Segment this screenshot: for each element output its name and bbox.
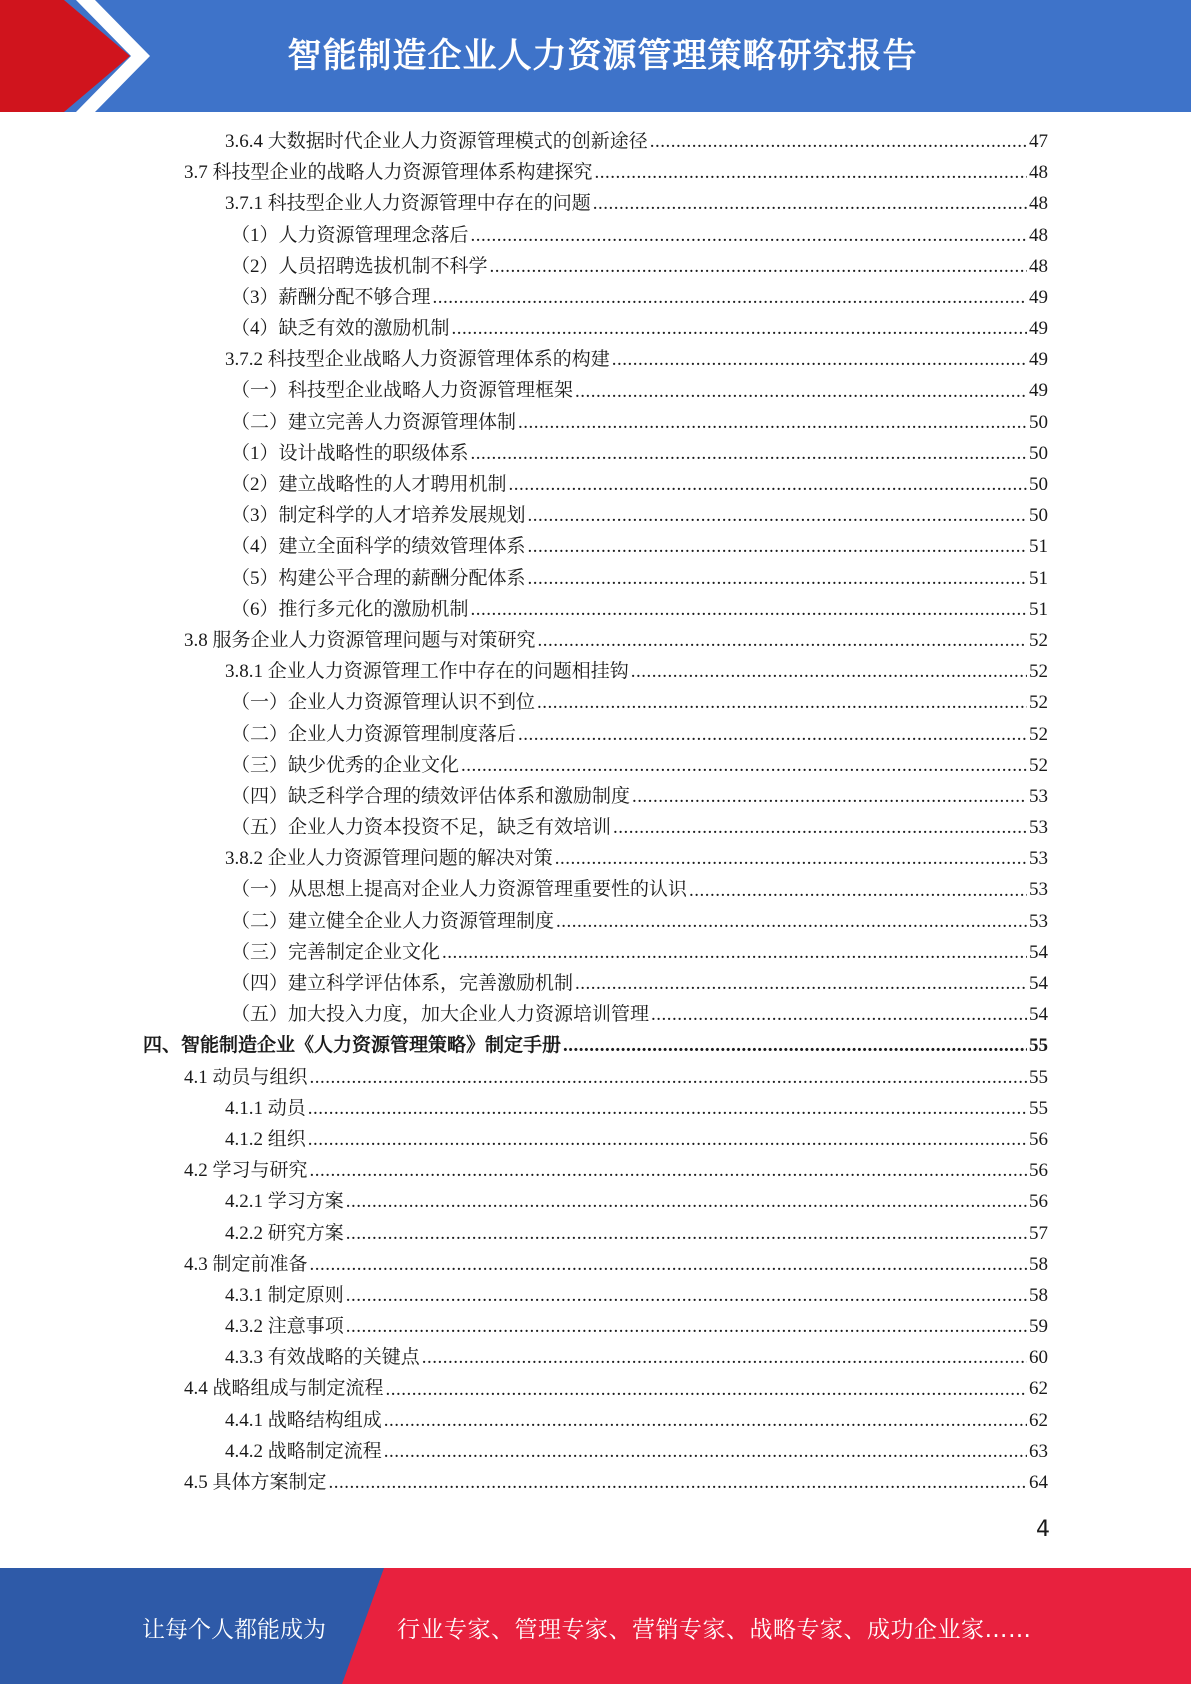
toc-leader-dots [528,500,1027,531]
toc-entry-label: （三）缺少优秀的企业文化 [231,754,460,776]
toc-leader-dots [310,1155,1027,1186]
toc-entry-label: （2）建立战略性的人才聘用机制 [231,474,507,496]
toc-entry-label: （1）人力资源管理理念落后 [231,224,469,246]
toc-entry[interactable] [143,1062,1048,1093]
toc-entry-page: 55 [1029,1097,1048,1119]
toc-entry-label: （二）建立完善人力资源管理体制 [231,411,517,433]
toc-leader-dots [452,313,1027,344]
toc-entry[interactable] [143,875,1048,906]
toc-leader-dots [384,1436,1027,1467]
toc-leader-dots [650,126,1027,157]
toc-leader-dots [346,1186,1027,1217]
toc-entry-label: （1）设计战略性的职级体系 [231,442,469,464]
toc-leader-dots [575,376,1027,407]
toc-entry-page: 62 [1029,1378,1048,1400]
footer-slogan-left: 让每个人都能成为 [142,1617,326,1643]
toc-leader-dots [310,1249,1027,1280]
toc-leader-dots [346,1218,1027,1249]
toc-entry-page: 52 [1029,723,1048,745]
toc-entry[interactable] [143,906,1048,937]
toc-leader-dots [612,344,1027,375]
toc-entry[interactable] [143,968,1048,999]
toc-entry[interactable] [143,188,1048,219]
toc-entry-label: 4.4.2 战略制定流程 [225,1440,382,1462]
toc-entry-label: （一）企业人力资源管理认识不到位 [231,692,536,714]
toc-entry-page: 56 [1029,1160,1048,1182]
toc-leader-dots [422,1342,1027,1373]
page-header [0,0,1191,112]
toc-leader-dots [490,251,1027,282]
toc-entry[interactable] [143,1280,1048,1311]
toc-entry[interactable] [143,251,1048,282]
toc-entry-label: 4.3.2 注意事项 [225,1316,344,1338]
toc-entry-page: 59 [1029,1316,1048,1338]
toc-entry-page: 49 [1029,380,1048,402]
toc-leader-dots [346,1311,1027,1342]
toc-leader-dots [538,625,1027,656]
page-footer [0,1568,1191,1684]
toc-entry-page: 52 [1029,629,1048,651]
toc-entry[interactable] [143,469,1048,500]
toc-entry-page: 56 [1029,1128,1048,1150]
toc-leader-dots [308,1124,1027,1155]
toc-entry[interactable] [143,687,1048,718]
toc-entry[interactable] [143,594,1048,625]
table-of-contents [143,126,1048,1498]
toc-entry-page: 56 [1029,1191,1048,1213]
toc-entry-label: （四）缺乏科学合理的绩效评估体系和激励制度 [231,785,631,807]
toc-entry-page: 50 [1029,474,1048,496]
toc-entry[interactable] [143,1405,1048,1436]
toc-entry[interactable] [143,220,1048,251]
toc-entry[interactable] [143,937,1048,968]
toc-leader-dots [555,843,1027,874]
toc-entry-page: 51 [1029,536,1048,558]
toc-entry[interactable] [143,1467,1048,1498]
toc-entry-label: 4.1.2 组织 [225,1128,306,1150]
toc-entry-label: 4.3 制定前准备 [184,1253,308,1275]
toc-entry-page: 54 [1029,941,1048,963]
toc-leader-dots [384,1405,1027,1436]
toc-entry[interactable] [143,407,1048,438]
toc-entry-page: 49 [1029,349,1048,371]
toc-entry[interactable] [143,1374,1048,1405]
toc-entry[interactable] [143,126,1048,157]
toc-entry-label: （3）薪酬分配不够合理 [231,286,431,308]
toc-entry-page: 49 [1029,286,1048,308]
toc-leader-dots [509,469,1027,500]
toc-entry-page: 55 [1029,1066,1048,1088]
toc-entry-page: 53 [1029,817,1048,839]
toc-entry-page: 55 [1029,1035,1048,1057]
toc-leader-dots [632,781,1027,812]
footer-slogan-right: 行业专家、管理专家、营销专家、战略专家、成功企业家…… [397,1617,1032,1643]
toc-entry-label: 4.1 动员与组织 [184,1066,308,1088]
toc-entry-page: 60 [1029,1347,1048,1369]
toc-entry-page: 48 [1029,193,1048,215]
toc-entry-page: 53 [1029,910,1048,932]
toc-entry-label: （二）企业人力资源管理制度落后 [231,723,517,745]
toc-leader-dots [308,1093,1027,1124]
toc-entry-label: （4）缺乏有效的激励机制 [231,318,450,340]
toc-entry-page: 54 [1029,973,1048,995]
document-title: 智能制造企业人力资源管理策略研究报告 [287,36,918,76]
toc-entry[interactable] [143,376,1048,407]
toc-leader-dots [461,750,1027,781]
toc-leader-dots [631,656,1027,687]
toc-entry-label: 3.7.2 科技型企业战略人力资源管理体系的构建 [225,349,610,371]
toc-leader-dots [310,1062,1027,1093]
toc-entry-label: （五）企业人力资本投资不足，缺乏有效培训 [231,817,612,839]
toc-entry[interactable] [143,1342,1048,1373]
toc-entry-page: 50 [1029,442,1048,464]
toc-leader-dots [537,687,1027,718]
toc-entry-page: 51 [1029,598,1048,620]
toc-entry-page: 51 [1029,567,1048,589]
toc-entry[interactable] [143,157,1048,188]
toc-entry-page: 53 [1029,848,1048,870]
toc-entry-label: （4）建立全面科学的绩效管理体系 [231,536,526,558]
toc-entry-label: 4.2.1 学习方案 [225,1191,344,1213]
toc-entry-label: （二）建立健全企业人力资源管理制度 [231,910,555,932]
toc-leader-dots [575,968,1027,999]
toc-entry[interactable] [143,282,1048,313]
toc-entry-label: 4.3.1 制定原则 [225,1284,344,1306]
toc-entry[interactable] [143,1218,1048,1249]
toc-entry[interactable] [143,438,1048,469]
toc-entry[interactable] [143,531,1048,562]
toc-entry[interactable] [143,563,1048,594]
toc-entry-page: 58 [1029,1284,1048,1306]
toc-entry-label: 4.4 战略组成与制定流程 [184,1378,384,1400]
toc-leader-dots [563,1030,1027,1061]
toc-entry-label: （2）人员招聘选拔机制不科学 [231,255,488,277]
toc-entry-label: 4.4.1 战略结构组成 [225,1409,382,1431]
toc-entry-page: 53 [1029,879,1048,901]
toc-entry-label: （3）制定科学的人才培养发展规划 [231,505,526,527]
toc-leader-dots [518,719,1027,750]
toc-entry-label: 3.8.1 企业人力资源管理工作中存在的问题相挂钩 [225,661,629,683]
toc-leader-dots [613,812,1027,843]
toc-entry[interactable] [143,750,1048,781]
toc-entry[interactable] [143,1124,1048,1155]
toc-entry-page: 50 [1029,505,1048,527]
toc-entry-page: 52 [1029,692,1048,714]
toc-entry-page: 52 [1029,661,1048,683]
toc-entry-page: 48 [1029,255,1048,277]
toc-entry[interactable] [143,344,1048,375]
toc-entry-label: 3.7 科技型企业的战略人力资源管理体系构建探究 [184,162,593,184]
toc-entry-label: （5）构建公平合理的薪酬分配体系 [231,567,526,589]
toc-entry-page: 47 [1029,130,1048,152]
toc-leader-dots [593,188,1027,219]
toc-leader-dots [651,999,1027,1030]
toc-entry[interactable] [143,812,1048,843]
toc-entry-page: 48 [1029,224,1048,246]
toc-entry-label: 3.7.1 科技型企业人力资源管理中存在的问题 [225,193,591,215]
toc-entry[interactable] [143,1311,1048,1342]
toc-leader-dots [329,1467,1027,1498]
toc-leader-dots [528,563,1027,594]
toc-entry-label: （三）完善制定企业文化 [231,941,441,963]
toc-leader-dots [689,875,1027,906]
toc-entry[interactable] [143,1249,1048,1280]
toc-entry[interactable] [143,1186,1048,1217]
toc-leader-dots [386,1374,1027,1405]
toc-entry-label: 四、智能制造企业《人力资源管理策略》制定手册 [143,1035,562,1057]
toc-entry-label: （一）科技型企业战略人力资源管理框架 [231,380,574,402]
toc-entry[interactable] [143,781,1048,812]
toc-leader-dots [518,407,1027,438]
toc-leader-dots [471,438,1027,469]
toc-leader-dots [442,937,1027,968]
toc-entry-page: 63 [1029,1440,1048,1462]
toc-entry-label: 3.8.2 企业人力资源管理问题的解决对策 [225,848,553,870]
toc-entry-page: 50 [1029,411,1048,433]
toc-leader-dots [528,531,1027,562]
toc-entry-label: 3.6.4 大数据时代企业人力资源管理模式的创新途径 [225,130,648,152]
toc-entry-page: 64 [1029,1472,1048,1494]
toc-leader-dots [346,1280,1027,1311]
toc-entry-page: 49 [1029,318,1048,340]
toc-entry-page: 52 [1029,754,1048,776]
toc-entry-label: 4.2.2 研究方案 [225,1222,344,1244]
toc-entry-label: 4.2 学习与研究 [184,1160,308,1182]
toc-entry-label: 4.1.1 动员 [225,1097,306,1119]
toc-entry[interactable] [143,313,1048,344]
toc-leader-dots [556,906,1027,937]
toc-entry-page: 54 [1029,1004,1048,1026]
toc-entry-label: （6）推行多元化的激励机制 [231,598,469,620]
toc-entry-page: 62 [1029,1409,1048,1431]
toc-entry-page: 57 [1029,1222,1048,1244]
toc-leader-dots [471,220,1027,251]
toc-entry-label: 3.8 服务企业人力资源管理问题与对策研究 [184,629,536,651]
toc-entry[interactable] [143,1030,1048,1061]
toc-leader-dots [471,594,1027,625]
toc-entry[interactable] [143,656,1048,687]
toc-entry-label: （一）从思想上提高对企业人力资源管理重要性的认识 [231,879,688,901]
toc-entry[interactable] [143,719,1048,750]
toc-entry[interactable] [143,500,1048,531]
page-number: 4 [1036,1517,1050,1542]
toc-entry-page: 48 [1029,162,1048,184]
toc-entry-label: 4.5 具体方案制定 [184,1472,327,1494]
toc-entry-label: （五）加大投入力度，加大企业人力资源培训管理 [231,1004,650,1026]
toc-entry-page: 58 [1029,1253,1048,1275]
toc-entry[interactable] [143,999,1048,1030]
toc-entry-label: 4.3.3 有效战略的关键点 [225,1347,420,1369]
toc-entry-label: （四）建立科学评估体系，完善激励机制 [231,973,574,995]
toc-entry[interactable] [143,1155,1048,1186]
toc-leader-dots [595,157,1027,188]
toc-entry[interactable] [143,843,1048,874]
toc-entry[interactable] [143,625,1048,656]
toc-leader-dots [433,282,1027,313]
toc-entry[interactable] [143,1093,1048,1124]
toc-entry[interactable] [143,1436,1048,1467]
toc-entry-page: 53 [1029,785,1048,807]
